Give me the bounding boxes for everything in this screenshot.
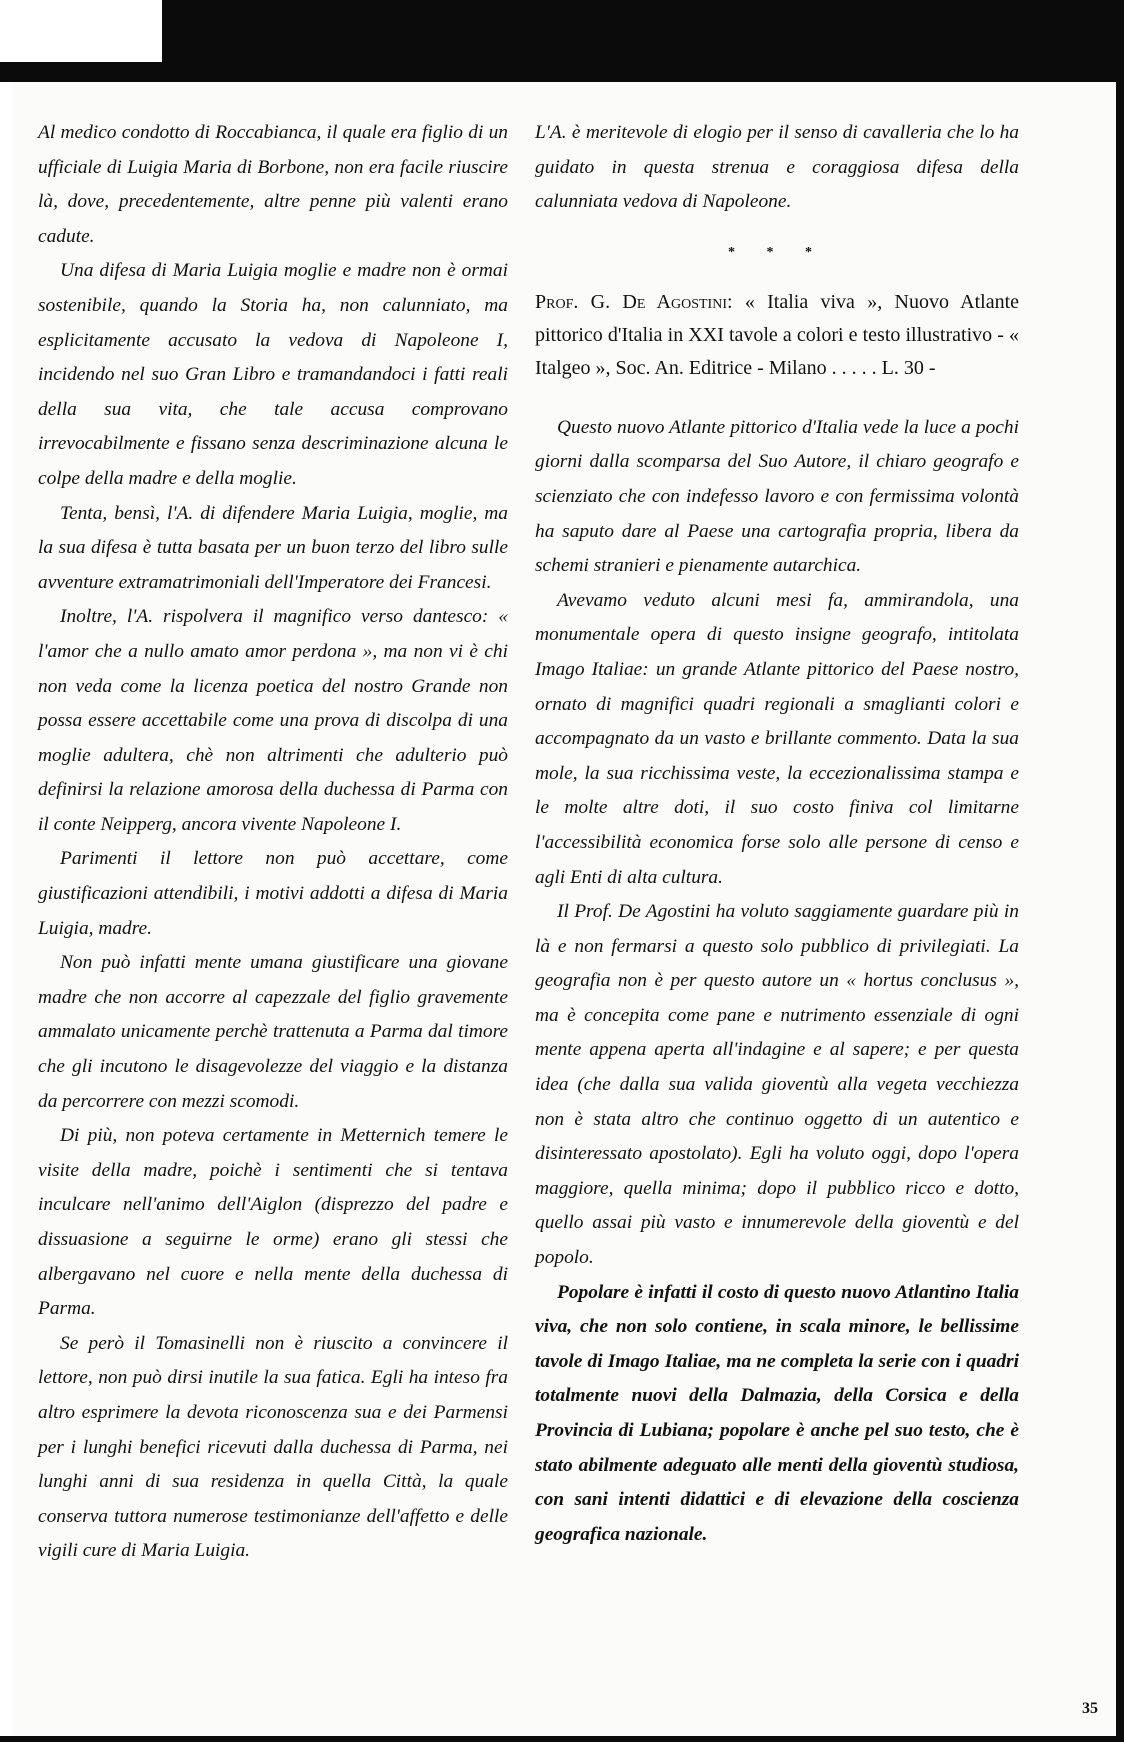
left-paragraph-5: Parimenti il lettore non può accettare, come giustificazioni attendibili, i motivi addotti a difesa di Maria Luigia, madre. (38, 848, 508, 939)
top-left-scan-notch (0, 0, 162, 62)
left-paragraph-1: Al medico condotto di Roccabianca, il quale era figlio di un ufficiale di Luigia Maria di Borbone, non era facile riuscire là, dove, precedentemente, altre penne più valenti erano cadute. (38, 122, 508, 247)
left-paragraph-3: Tenta, bensì, l'A. di difendere Maria Luigia, moglie, ma la sua difesa è tutta basata per un buon terzo del libro sulle avventure extramatrimoniali dell'Imperatore dei Francesi. (38, 502, 508, 593)
right-intro-paragraph: L'A. è meritevole di elogio per il senso di cavalleria che lo ha guidato in questa strenua e coraggiosa difesa della calunniata vedova di Napoleone. (535, 122, 1019, 213)
right-paragraph-4: Popolare è infatti il costo di questo nuovo Atlantino Italia viva, che non solo contiene, in scala minore, le bellissime tavole di Imago Italiae, ma ne completa la serie con i quadri totalmente nuovi della Dalmazia, della Corsica e della Provincia di Lubiana; popolare è anche pel suo testo, che è stato abilmente adeguato alle menti della gioventù studiosa, con sani intenti didattici e di elevazione della coscienza geografica nazionale. (535, 1281, 1019, 1545)
page-number: 35 (1082, 1700, 1098, 1717)
reference-title: « Italia viva », Nuovo Atlante pittorico d'Italia in XXI tavole a colori e testo illustrativo - « Italgeo », Soc. An. Editrice - Milano . . . . . L. 30 - (535, 290, 1020, 379)
book-reference (535, 286, 1019, 385)
left-paragraph-6: Non può infatti mente umana giustificare una giovane madre che non accorre al capezzale del figlio gravemente ammalato unicamente perchè trattenuta a Parma dal timore che gli incutono le disagevolezze del viaggio e la distanza da percorrere con mezzi scomodi. (38, 952, 508, 1112)
magazine-page (12, 82, 1116, 1736)
right-paragraph-3: Il Prof. De Agostini ha voluto saggiamente guardare più in là e non fermarsi a questo solo pubblico di privilegiati. La geografia non è per questo autore un « hortus conclusus », ma è concepita come pane e nutrimento essenziale di ogni mente appena aperta all'indagine e al sapere; e per questa idea (che dalla sua valida gioventù alla vegeta vecchiezza non è stata altro che continuo oggetto di un autentico e disinteressato apostolato). Egli ha voluto oggi, dopo l'opera maggiore, quella minima; dopo il pubblico ricco e dotto, quello assai più vasto e innumerevole della gioventù e del popolo. (535, 901, 1019, 1269)
reference-author: Prof. G. De Agostini: (535, 290, 733, 313)
left-paragraph-8: Se però il Tomasinelli non è riuscito a convincere il lettore, non può dirsi inutile la sua fatica. Egli ha inteso fra altro esprimere la devota riconoscenza sua e dei Parmensi per i lunghi benefici ricevuti dalla duchessa di Parma, nei lunghi anni di sua residenza in quella Città, la quale conserva tuttora numerose testimonianze dell'affetto e delle vigili cure di Maria Luigia. (38, 1332, 508, 1562)
right-column (535, 116, 1019, 1552)
left-paragraph-4: Inoltre, l'A. rispolvera il magnifico verso dantesco: « l'amor che a nullo amato amor perdona », ma non vi è chi non veda come la licenza poetica del nostro Grande non possa essere accettabile come una prova di discolpa di una moglie adultera, chè non altrimenti che adulterio può definirsi la relazione amorosa della duchessa di Parma con il conte Neipperg, ancora vivente Napoleone I. (38, 606, 508, 835)
left-column (38, 116, 508, 1569)
right-scan-border (1116, 0, 1124, 1742)
section-separator: * * * (728, 244, 826, 260)
right-paragraph-1: Questo nuovo Atlante pittorico d'Italia vede la luce a pochi giorni dalla scomparsa del Suo Autore, il chiaro geografo e scienziato che con indefesso lavoro e con fermissima volontà ha saputo dare al Paese una cartografia propria, libera da schemi stranieri e pienamente autarchica. (535, 416, 1019, 577)
left-paragraph-2: Una difesa di Maria Luigia moglie e madre non è ormai sostenibile, quando la Storia ha, non calunniato, ma esplicitamente accusato la vedova di Napoleone I, incidendo nel suo Gran Libro e tramandandoci i fatti reali della sua vita, che tale accusa comprovano irrevocabilmente e fissano senza descriminazione alcuna le colpe della madre e della moglie. (38, 260, 508, 489)
bottom-scan-border (0, 1736, 1124, 1742)
right-paragraph-2: Avevamo veduto alcuni mesi fa, ammirandola, una monumentale opera di questo insigne geografo, intitolata Imago Italiae: un grande Atlante pittorico del Paese nostro, ornato di magnifici quadri regionali a smaglianti colori e accompagnato da un vasto e brillante commento. Data la sua mole, la sua ricchissima veste, la eccezionalissima stampa e le molte altre doti, il suo costo finiva col limitarne l'accessibilità economica forse solo alle persone di censo e agli Enti di alta cultura. (535, 589, 1019, 888)
top-scan-border (0, 0, 1124, 82)
left-paragraph-7: Di più, non poteva certamente in Metternich temere le visite della madre, poichè i sentimenti che si tentava inculcare nell'animo dell'Aiglon (disprezzo del padre e dissuasione a seguirne le orme) erano gli stessi che albergavano nel cuore e nella mente della duchessa di Parma. (38, 1125, 508, 1320)
